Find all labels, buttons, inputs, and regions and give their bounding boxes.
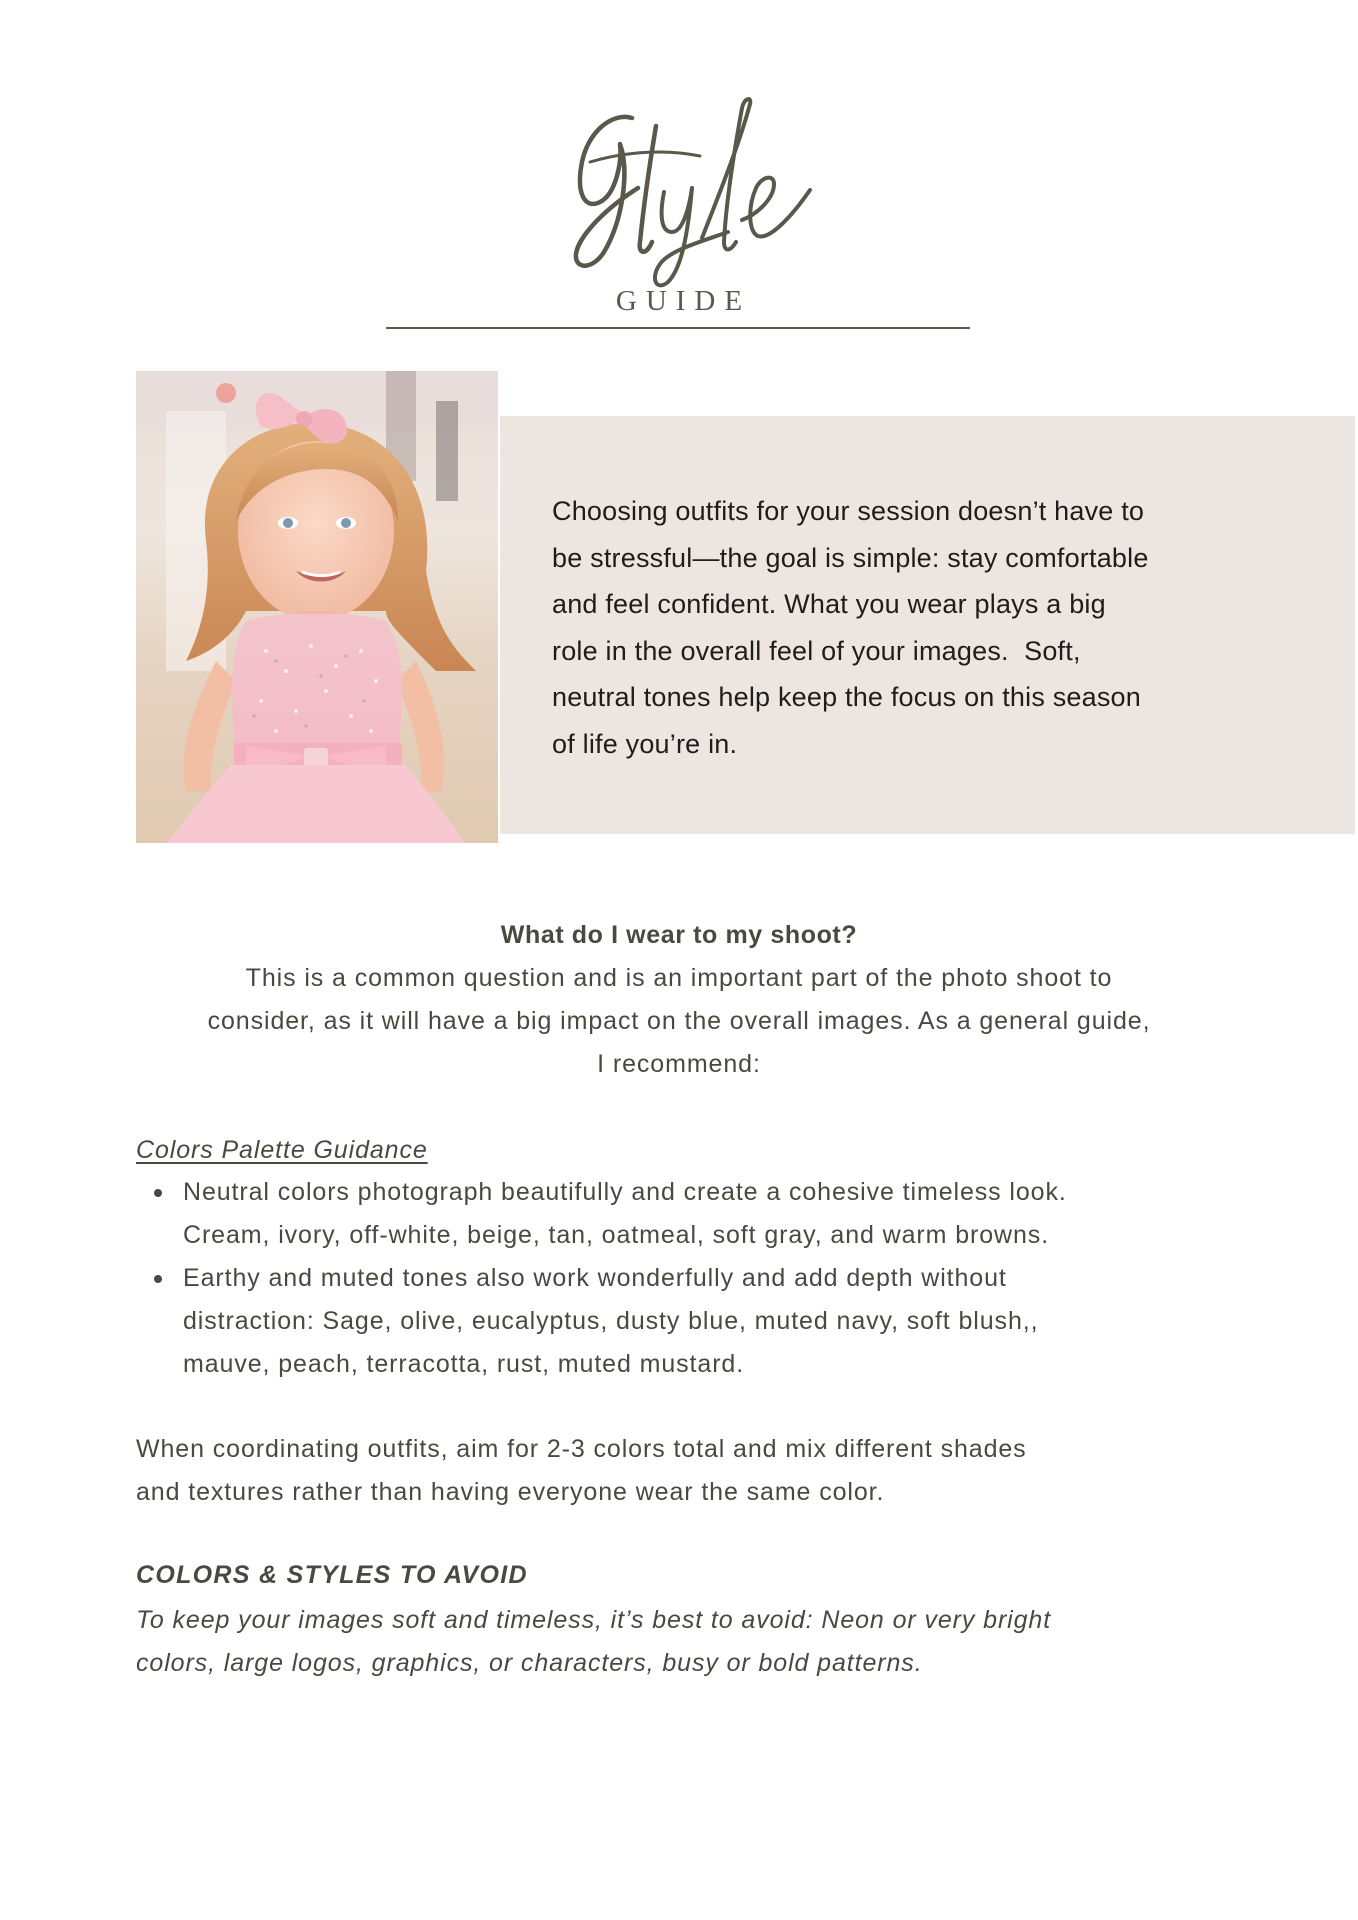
bullet-icon [154, 1189, 162, 1197]
intro-line: of life you’re in. [552, 728, 738, 759]
palette-item-line: mauve, peach, terracotta, rust, muted mustard. [183, 1350, 745, 1378]
avoid-heading: COLORS & STYLES TO AVOID [136, 1561, 528, 1589]
intro-line: and feel confident. What you wear plays a big [552, 589, 1106, 620]
palette-list-item [136, 1257, 1067, 1386]
palette-list [136, 1171, 1067, 1386]
palette-item-line: Earthy and muted tones also work wonderfully and add depth without [183, 1264, 1007, 1292]
question-line: I recommend: [597, 1050, 761, 1078]
question-heading: What do I wear to my shoot? [500, 921, 858, 949]
title-divider [386, 327, 970, 329]
intro-line: be stressful—the goal is simple: stay comfortable [552, 542, 1149, 573]
avoid-line: colors, large logos, graphics, or characters, busy or bold patterns. [136, 1649, 923, 1677]
question-body [0, 957, 1358, 1086]
intro-paragraph [552, 488, 1282, 768]
question-line: This is a common question and is an important part of the photo shoot to [245, 964, 1113, 992]
intro-line: Choosing outfits for your session doesn’t have to [552, 496, 1145, 526]
toddler-photo-illustration [136, 371, 498, 843]
coordinating-line: When coordinating outfits, aim for 2-3 colors total and mix different shades [136, 1435, 1027, 1463]
coordinating-line: and textures rather than having everyone wear the same color. [136, 1478, 885, 1506]
guide-subtitle: GUIDE [615, 285, 752, 317]
question-line: consider, as it will have a big impact on the overall images. As a general guide, [207, 1007, 1151, 1035]
palette-list-item [136, 1171, 1067, 1257]
coordinating-paragraph [136, 1428, 1027, 1514]
intro-line: role in the overall feel of your images. Soft, [552, 635, 1081, 666]
style-script-title-logo [560, 92, 820, 292]
avoid-line: To keep your images soft and timeless, it’s best to avoid: Neon or very bright [136, 1606, 1052, 1634]
avoid-paragraph [136, 1599, 1051, 1685]
palette-heading: Colors Palette Guidance [136, 1136, 428, 1164]
palette-item-line: Cream, ivory, off-white, beige, tan, oatmeal, soft gray, and warm browns. [183, 1221, 1050, 1249]
toddler-photo [136, 371, 498, 843]
palette-item-line: distraction: Sage, olive, eucalyptus, dusty blue, muted navy, soft blush,, [183, 1307, 1039, 1335]
bullet-icon [154, 1275, 162, 1283]
palette-item-line: Neutral colors photograph beautifully and create a cohesive timeless look. [183, 1178, 1067, 1206]
intro-line: neutral tones help keep the focus on this season [552, 682, 1141, 713]
